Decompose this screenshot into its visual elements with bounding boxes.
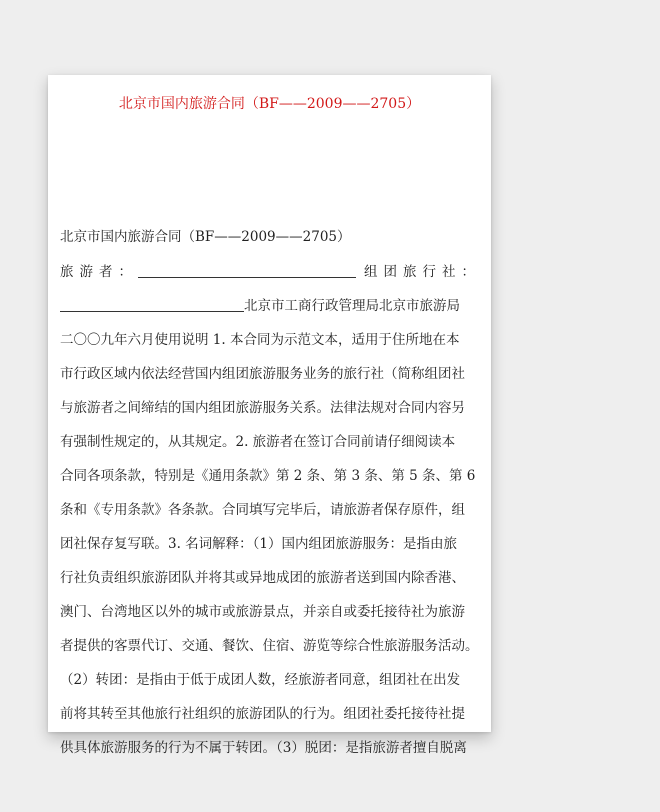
body-line: 前将其转至其他旅行社组织的旅游团队的行为。组团社委托接待社提 [60, 706, 465, 722]
body-line: （2）转团：是指由于低于成团人数，经旅游者同意，组团社在出发 [60, 672, 461, 688]
party-line [60, 255, 660, 289]
body-line: 团社保存复写联。3. 名词解释：（1）国内组团旅游服务：是指由旅 [60, 536, 458, 552]
contract-subtitle: 北京市国内旅游合同（BF——2009——2705） [60, 229, 351, 245]
body-line: 市行政区域内依法经营国内组团旅游服务业务的旅行社（简称组团社 [60, 366, 465, 382]
authority-text: 北京市工商行政管理局北京市旅游局 [244, 298, 460, 314]
traveler-blank [138, 263, 356, 278]
document-title: 北京市国内旅游合同（BF——2009——2705） [118, 96, 421, 112]
body-line: 供具体旅游服务的行为不属于转团。（3）脱团：是指旅游者擅自脱离 [60, 740, 467, 756]
body-line: 者提供的客票代订、交通、餐饮、住宿、游览等综合性旅游服务活动。 [60, 638, 479, 654]
document-page [48, 75, 491, 756]
body-line: 二〇〇九年六月使用说明 1. 本合同为示范文本，适用于住所地在本 [60, 332, 460, 348]
body-line: 有强制性规定的，从其规定。2. 旅游者在签订合同前请仔细阅读本 [60, 434, 456, 450]
agency-label: 组团旅行社： [364, 264, 481, 280]
body-line: 澳门、台湾地区以外的城市或旅游景点，并亲自或委托接待社为旅游 [60, 604, 465, 620]
body-line: 行社负责组织旅游团队并将其或异地成团的旅游者送到国内除香港、 [60, 570, 465, 586]
agency-blank [60, 297, 244, 312]
document-body [60, 220, 660, 765]
body-line: 条和《专用条款》各条款。合同填写完毕后，请旅游者保存原件，组 [60, 502, 465, 518]
body-line: 合同各项条款，特别是《通用条款》第 2 条、第 3 条、第 5 条、第 6 [60, 468, 476, 484]
traveler-label: 旅游者： [60, 264, 138, 280]
authority-line [60, 289, 660, 323]
body-line: 与旅游者之间缔结的国内组团旅游服务关系。法律法规对合同内容另 [60, 400, 465, 416]
